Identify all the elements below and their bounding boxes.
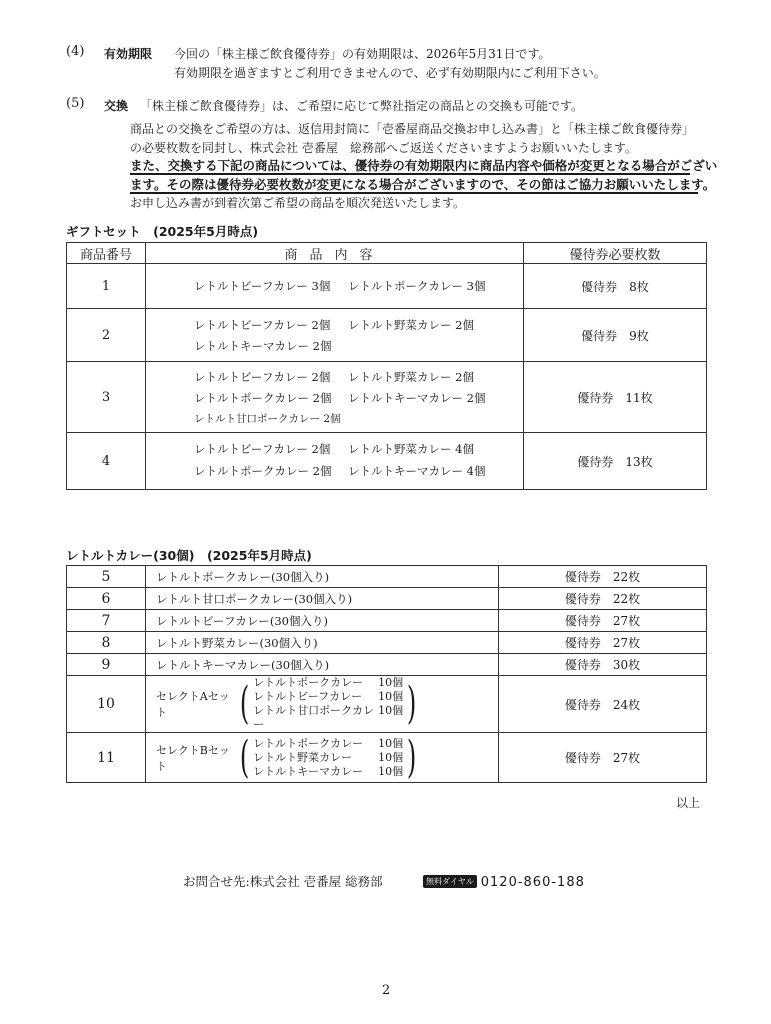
section-4-keyword: 有効期限	[104, 47, 153, 61]
curry-set-number: 11	[67, 733, 146, 783]
set-item-qty: 10個	[378, 690, 404, 703]
header-product-number: 商品番号	[67, 243, 146, 264]
section-5-notice-line-2: ます。その際は優待券必要枚数が変更になる場合がございますので、その節はご協力お願いいたします。	[130, 177, 716, 192]
free-dial-badge: 無料ダイヤル	[423, 875, 477, 888]
gift-row-tickets: 優待券 13枚	[524, 433, 707, 490]
list-item	[253, 765, 403, 779]
open-paren: (	[239, 678, 250, 729]
set-item-name: レトルト甘口ポークカレー	[253, 704, 375, 731]
closing-mark: 以上	[676, 796, 701, 810]
gift-item: レトルトポークカレー 2個	[194, 391, 332, 405]
curry-row-tickets: 優待券 27枚	[499, 610, 707, 632]
curry-table	[66, 565, 707, 783]
curry-row-number: 9	[67, 654, 146, 676]
curry-row-tickets: 優待券 22枚	[499, 566, 707, 588]
curry-row-name: レトルト甘口ポークカレー(30個入り)	[146, 588, 499, 610]
gift-item: レトルトキーマカレー 4個	[348, 464, 486, 478]
set-label: セレクトAセット	[156, 690, 230, 719]
list-item	[253, 737, 403, 751]
set-item-qty: 10個	[378, 736, 404, 750]
open-paren: (	[239, 731, 250, 783]
gift-item: レトルトビーフカレー 2個	[194, 370, 331, 384]
gift-row-tickets: 優待券 8枚	[524, 264, 707, 309]
list-item	[253, 704, 403, 732]
section-5-keyword: 交換	[104, 99, 129, 113]
gift-row-contents	[146, 433, 524, 490]
gift-row-number: 4	[67, 433, 146, 490]
section-5-line-3: の必要枚数を同封し、株式会社 壱番屋 総務部へご返送くださいますようお願いいたします。	[130, 141, 637, 155]
set-item-name: レトルトビーフカレー	[253, 690, 363, 703]
gift-row-tickets: 優待券 9枚	[524, 309, 707, 362]
set-item-qty: 10個	[378, 676, 404, 689]
gift-row-number: 3	[67, 362, 146, 433]
set-item-name: レトルト野菜カレー	[253, 750, 353, 764]
list-item	[253, 751, 403, 765]
curry-set-number: 10	[67, 676, 146, 733]
gift-row-tickets: 優待券 11枚	[524, 362, 707, 433]
curry-row-number: 5	[67, 566, 146, 588]
set-item-name: レトルトポークカレー	[253, 676, 364, 689]
gift-row-number: 2	[67, 309, 146, 362]
gift-item: レトルト甘口ポークカレー 2個	[194, 413, 341, 425]
header-tickets-required: 優待券必要枚数	[524, 243, 707, 264]
contact-label: お問合せ先:株式会社 壱番屋 総務部	[183, 874, 383, 889]
gift-item: レトルトポークカレー 2個	[194, 464, 332, 478]
set-item-list	[253, 737, 403, 779]
gift-item: レトルトビーフカレー 2個	[194, 442, 331, 456]
gift-table-header	[67, 243, 707, 264]
gift-item: レトルト野菜カレー 4個	[348, 442, 474, 456]
table-row	[67, 632, 707, 654]
section-4-line-1: 今回の「株主様ご飲食優待券」の有効期限は、2026年5月31日です。	[174, 47, 551, 61]
gift-item: レトルトキーマカレー 2個	[348, 391, 486, 405]
section-5-line-2: 商品との交換をご希望の方は、返信用封筒に「壱番屋商品交換お申し込み書」と「株主様ご飲食優待券」	[130, 122, 695, 136]
gift-item: レトルトポークカレー 3個	[348, 279, 486, 293]
set-label: セレクトBセット	[156, 743, 230, 773]
section-5-line-4: お申し込み書が到着次第ご希望の商品を順次発送いたします。	[130, 196, 466, 210]
gift-item: レトルトキーマカレー 2個	[194, 339, 332, 353]
section-5-line-1: 「株主様ご飲食優待券」は、ご希望に応じて弊社指定の商品との交換も可能です。	[140, 99, 584, 113]
curry-row-name: レトルトキーマカレー(30個入り)	[146, 654, 499, 676]
table-row	[67, 588, 707, 610]
curry-row-name: レトルト野菜カレー(30個入り)	[146, 632, 499, 654]
table-row	[67, 654, 707, 676]
table-row	[67, 733, 707, 783]
list-item	[253, 690, 403, 704]
curry-row-number: 7	[67, 610, 146, 632]
contact-phone: 0120-860-188	[480, 875, 585, 890]
curry-set-tickets: 優待券 24枚	[499, 676, 707, 733]
close-paren: )	[407, 678, 417, 729]
section-5-notice-line-1: また、交換する下記の商品については、優待券の有効期限内に商品内容や価格が変更となる場合がござい	[130, 158, 718, 173]
gift-item: レトルト野菜カレー 2個	[348, 318, 474, 332]
section-4-line-2: 有効期限を過ぎますとご利用できませんので、必ず有効期限内にご利用下さい。	[174, 66, 606, 80]
section-4-number: (4)	[66, 44, 85, 59]
gift-row-contents	[146, 264, 524, 309]
page-number: 2	[382, 983, 391, 998]
set-item-name: レトルトキーマカレー	[253, 764, 364, 778]
curry-row-name: レトルトビーフカレー(30個入り)	[146, 610, 499, 632]
table-row	[67, 362, 707, 433]
close-paren: )	[407, 731, 417, 783]
table-row	[67, 309, 707, 362]
curry-row-number: 8	[67, 632, 146, 654]
gift-set-table	[66, 242, 707, 490]
gift-row-contents	[146, 362, 524, 433]
curry-row-tickets: 優待券 22枚	[499, 588, 707, 610]
contact-phone-block	[423, 871, 585, 890]
curry-row-tickets: 優待券 30枚	[499, 654, 707, 676]
set-item-qty: 10個	[378, 764, 404, 778]
curry-set-contents	[146, 733, 499, 783]
curry-row-tickets: 優待券 27枚	[499, 632, 707, 654]
curry-set-contents	[146, 676, 499, 733]
curry-section-title: レトルトカレー(30個) (2025年5月時点)	[66, 548, 312, 563]
gift-set-title: ギフトセット (2025年5月時点)	[66, 224, 259, 239]
header-product-contents: 商品内容	[146, 243, 524, 264]
gift-item: レトルト野菜カレー 2個	[348, 370, 474, 384]
set-item-qty: 10個	[378, 750, 404, 764]
curry-set-tickets: 優待券 27枚	[499, 733, 707, 783]
table-row	[67, 610, 707, 632]
gift-row-number: 1	[67, 264, 146, 309]
curry-row-number: 6	[67, 588, 146, 610]
section-5-number: (5)	[66, 96, 85, 111]
table-row	[67, 433, 707, 490]
set-item-name: レトルトポークカレー	[253, 736, 364, 750]
set-item-list	[253, 676, 403, 732]
table-row	[67, 676, 707, 733]
table-row	[67, 566, 707, 588]
table-row	[67, 264, 707, 309]
gift-item: レトルトビーフカレー 3個	[194, 279, 331, 293]
list-item	[253, 676, 403, 690]
set-item-qty: 10個	[378, 704, 404, 717]
curry-row-name: レトルトポークカレー(30個入り)	[146, 566, 499, 588]
gift-item: レトルトビーフカレー 2個	[194, 318, 331, 332]
gift-row-contents	[146, 309, 524, 362]
